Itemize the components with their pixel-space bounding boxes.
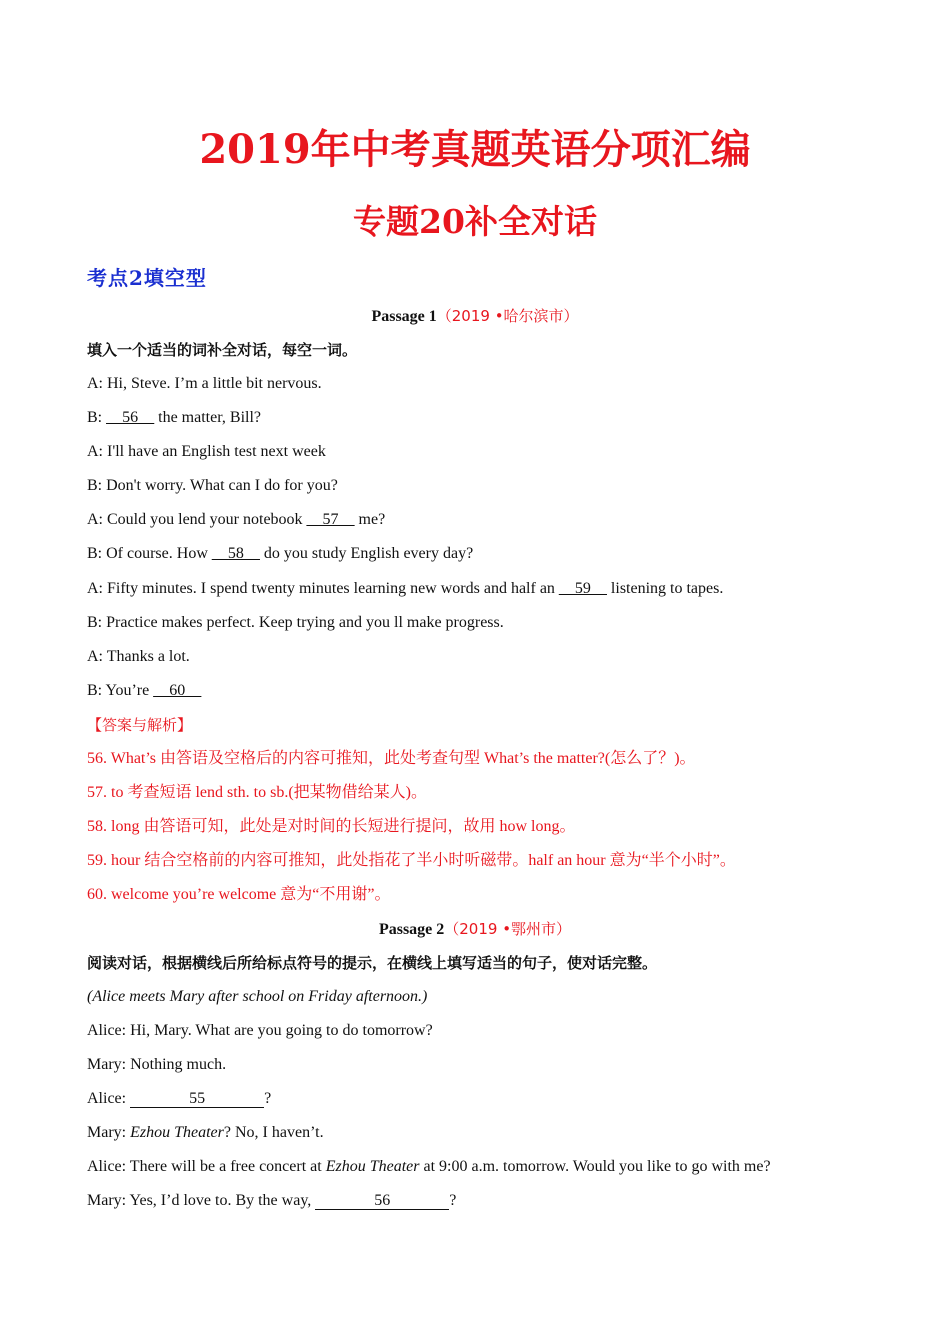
page-title: 2019年中考真题英语分项汇编 [199,126,751,173]
line-text: me? [354,511,386,528]
dialogue-line: A: Thanks a lot. [87,648,190,665]
blank-56: __56__ [106,409,155,426]
dialogue-line: B: Practice makes perfect. Keep trying and you ll make progress. [87,614,504,631]
line-text: ? No, I haven’t. [223,1124,324,1141]
line-text-italic: Ezhou Theater [325,1158,420,1175]
passage1-heading [0,305,950,328]
answer-58: 58. long 由答语可知，此处是对时间的长短进行提问，故用 how long。 [87,818,576,835]
answer-60: 60. welcome you’re welcome 意为“不用谢”。 [87,886,391,903]
dialogue-line: Mary: Nothing much. [87,1056,227,1073]
passage2-source: （2019 •鄂州市） [444,920,572,938]
dialogue-line [87,1156,771,1178]
dialogue-line [87,543,473,565]
answer-57: 57. to 考查短语 lend sth. to sb.(把某物借给某人)。 [87,784,427,801]
line-text: B: Of course. How [87,545,212,562]
passage2-instruction: 阅读对话，根据横线后所给标点符号的提示，在横线上填写适当的句子，使对话完整。 [87,954,658,972]
line-text: at 9:00 a.m. tomorrow. Would you like to go with me? [419,1158,771,1175]
dialogue-line: B: Don't worry. What can I do for you? [87,477,338,494]
blank-60: __60__ [153,682,202,699]
passage2-heading [0,918,950,941]
line-text-italic: Ezhou Theater [130,1124,224,1141]
line-text: B: [87,409,107,426]
section-heading: 考点2填空型 [87,266,207,290]
line-text: Mary: Yes, I’d love to. By the way, [87,1192,316,1209]
line-text: B: You’re [87,682,154,699]
dialogue-line: Alice: Hi, Mary. What are you going to do tomorrow? [87,1022,433,1039]
line-text: A: Could you lend your notebook [87,511,307,528]
stage-direction: (Alice meets Mary after school on Friday afternoon.) [87,988,428,1005]
line-text: do you study English every day? [259,545,474,562]
dialogue-line [87,1122,324,1144]
line-text: ? [449,1192,457,1209]
dialogue-line: A: I'll have an English test next week [87,443,326,460]
dialogue-line [87,1190,456,1212]
passage1-name: Passage 1 [371,308,437,325]
dialogue-line [87,680,201,702]
passage1-instruction: 填入一个适当的词补全对话，每空一词。 [87,341,358,359]
passage1-source: （2019 •哈尔滨市） [436,307,579,325]
dialogue-line [87,407,261,429]
line-text: Alice: There will be a free concert at [87,1158,326,1175]
answer-56: 56. What’s 由答语及空格后的内容可推知，此处考查句型 What’s the matter?(怎么了？)。 [87,750,696,767]
answer-59: 59. hour 结合空格前的内容可推知，此处指花了半小时听磁带。half an hour 意为“半个小时”。 [87,852,736,869]
page-subtitle: 专题20补全对话 [353,202,597,241]
blank-57: __57__ [306,511,355,528]
blank-56: 56 [315,1192,449,1210]
passage2-name: Passage 2 [378,921,445,938]
line-text: ? [264,1090,272,1107]
line-text: Alice: [87,1090,131,1107]
blank-58: __58__ [211,545,260,562]
line-text: listening to tapes. [606,580,724,597]
line-text: A: Fifty minutes. I spend twenty minutes learning new words and half an [87,580,559,597]
dialogue-line [87,509,385,531]
answers-header: 【答案与解析】 [87,716,193,734]
blank-59: __59__ [558,580,607,597]
line-text: the matter, Bill? [154,409,262,426]
line-text: Mary: [87,1124,131,1141]
dialogue-line: A: Hi, Steve. I’m a little bit nervous. [87,375,322,392]
dialogue-line [87,1088,271,1110]
dialogue-line [87,578,723,600]
blank-55: 55 [130,1090,264,1108]
